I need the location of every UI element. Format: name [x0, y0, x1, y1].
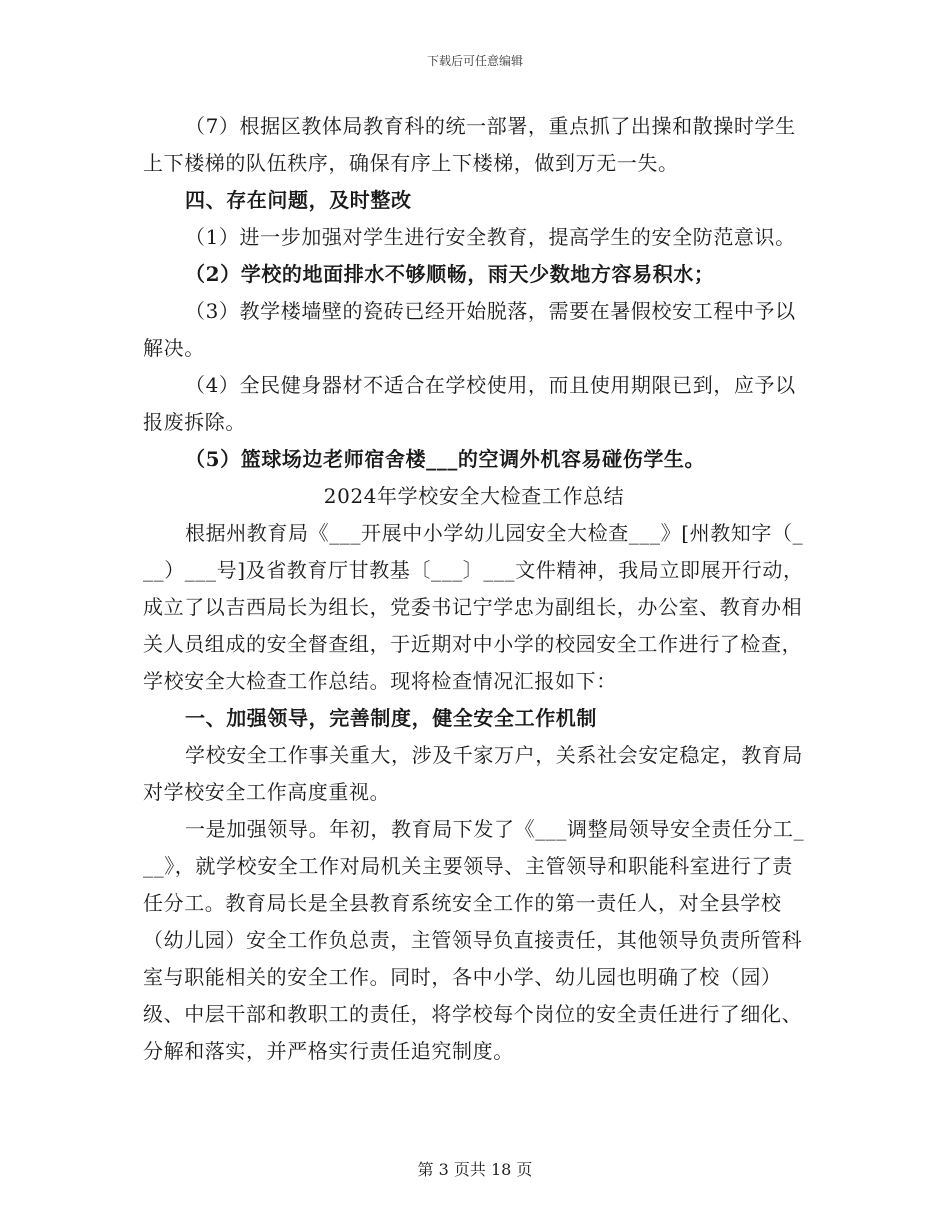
intro-paragraph: 根据州教育局《___开展中小学幼儿园安全大检查___》[州教知字（___）___号]及省教育厅甘教基〔___〕___文件精神，我局立即展开行动，成立了以吉西局长为组长，党委书记宁学忠为副组长，办公室、教育办相关人员组成的安全督查组，于近期对中小学的校园安全工作进行了检查，学校安全大检查工作总结。现将检查情况汇报如下： [143, 521, 804, 693]
problem-item-1: （1）进一步加强对学生进行安全教育，提高学生的安全防范意识。 [185, 225, 796, 249]
page-number: 第 3 页共 18 页 [417, 1160, 533, 1179]
document-title: 2024年学校安全大检查工作总结 [323, 484, 625, 508]
problem-item-3: （3）教学楼墙壁的瓷砖已经开始脱落，需要在暑假校安工程中予以解决。 [143, 299, 796, 360]
body-paragraph-2: 一是加强领导。年初，教育局下发了《___调整局领导安全责任分工___》，就学校安全工作对局机关主要领导、主管领导和职能科室进行了责任分工。教育局长是全县教育系统安全工作的第一责任人，对全县学校（幼儿园）安全工作负总责，主管领导负直接责任，其他领导负责所管科室与职能相关的安全工作。同时，各中小学、幼儿园也明确了校（园）级、中层干部和教职工的责任，将学校每个岗位的安全责任进行了细化、分解和落实，并严格实行责任追究制度。 [143, 817, 805, 1063]
page-header: 下载后可任意编辑 [426, 54, 523, 68]
section-heading-1: 一、加强领导，完善制度，健全安全工作机制 [185, 706, 597, 730]
section-heading-4: 四、存在问题，及时整改 [185, 188, 412, 212]
problem-item-2: （2）学校的地面排水不够顺畅，雨天少数地方容易积水； [185, 262, 715, 286]
problem-item-4: （4）全民健身器材不适合在学校使用，而且使用期限已到，应予以报废拆除。 [143, 373, 796, 434]
body-paragraph-1: 学校安全工作事关重大，涉及千家万户，关系社会安定稳定，教育局对学校安全工作高度重视。 [143, 743, 803, 804]
paragraph-item-7: （7）根据区教体局教育科的统一部署，重点抓了出操和散操时学生上下楼梯的队伍秩序，确保有序上下楼梯，做到万无一失。 [143, 114, 796, 175]
document-body [143, 108, 805, 1070]
problem-item-5: （5）篮球场边老师宿舍楼___的空调外机容易碰伤学生。 [185, 447, 706, 471]
